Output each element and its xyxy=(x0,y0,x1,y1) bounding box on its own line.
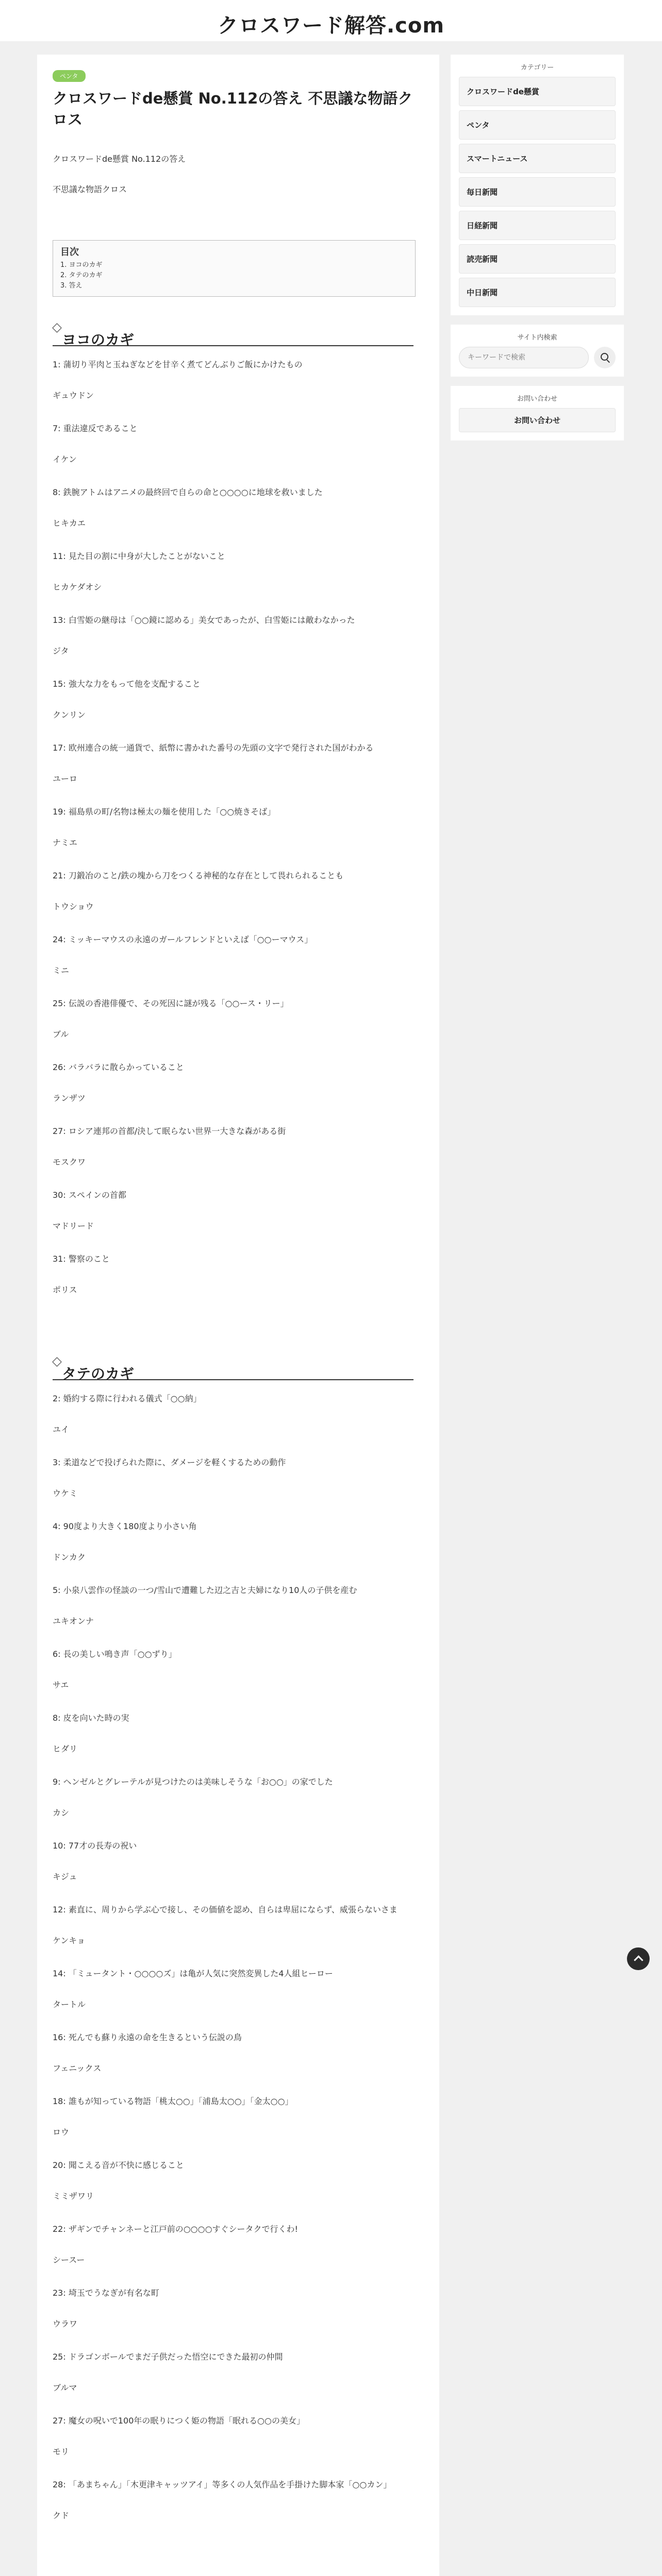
site-logo[interactable]: クロスワード解答.com xyxy=(217,14,445,38)
clue-text: 3: 柔道などで投げられた際に、ダメージを軽くするための動作 xyxy=(53,1458,286,1467)
clue-answer: ミニ xyxy=(53,965,70,975)
clue-text: 28: 「あまちゃん」「木更津キャッツアイ」等多くの人気作品を手掛けた脚本家「○○カン」 xyxy=(53,2480,392,2489)
clue-text: 18: 誰もが知っている物語「桃太○○」「浦島太○○」「金太○○」 xyxy=(53,2096,293,2106)
clue-answer: モリ xyxy=(53,2447,70,2456)
intro-line-2: 不思議な物語クロス xyxy=(53,184,127,195)
clue-answer: ランザツ xyxy=(53,1093,86,1103)
contact-widget xyxy=(451,386,624,440)
toc-title: 目次 xyxy=(60,247,79,258)
clue-answer: ジタ xyxy=(53,646,69,656)
clue-answer: ナミエ xyxy=(53,838,78,848)
section-yoko xyxy=(53,325,413,1296)
clue-text: 10: 77才の長寿の祝い xyxy=(53,1841,137,1851)
clue-text: 11: 見た目の割に中身が大したことがないこと xyxy=(53,551,225,561)
category-badge[interactable]: ペンタ xyxy=(53,70,86,82)
toc-item-yoko[interactable]: 1. ヨコのカギ xyxy=(60,261,103,269)
clue-text: 22: ザギンでチャンネーと江戸前の○○○○すぐシータクで行くわ! xyxy=(53,2224,298,2234)
clue-answer: ケンキョ xyxy=(53,1936,86,1945)
clue-text: 2: 婚約する際に行われる儀式「○○納」 xyxy=(53,1394,202,1403)
clue-text: 26: バラバラに散らかっていること xyxy=(53,1062,184,1072)
section-heading: ヨコのカギ xyxy=(53,325,413,346)
clue-text: 9: ヘンゼルとグレーテルが見つけたのは美味しそうな「お○○」の家でした xyxy=(53,1777,333,1787)
search-input[interactable] xyxy=(459,347,589,368)
clue-answer: フェニックス xyxy=(53,2063,102,2073)
search-widget xyxy=(451,325,624,377)
clue-text: 12: 素直に、周りから学ぶ心で接し、その価値を認め、自らは卑屈にならず、威張らないさま xyxy=(53,1905,398,1914)
clue-answer: キジュ xyxy=(53,1872,77,1882)
clue-answer: ブル xyxy=(53,1029,69,1039)
sidebar-item-penta[interactable]: ペンタ xyxy=(459,110,616,140)
clue-answer: ウラワ xyxy=(53,2319,78,2329)
clue-answer: ウケミ xyxy=(53,1488,78,1498)
clue-answer: ヒキカエ xyxy=(53,518,86,528)
diamond-icon xyxy=(52,323,61,332)
clue-answer: ロウ xyxy=(53,2127,70,2137)
clue-answer: モスクワ xyxy=(53,1157,86,1167)
clue-answer: シースー xyxy=(53,2255,85,2265)
clue-text: 19: 福島県の町/名物は極太の麺を使用した「○○焼きそば」 xyxy=(53,807,276,817)
sidebar-item-yomiuri[interactable]: 読売新聞 xyxy=(459,244,616,274)
clue-text: 17: 欧州連合の統一通貨で、紙幣に書かれた番号の先頭の文字で発行された国がわかる xyxy=(53,743,374,753)
clue-text: 21: 刀鍛冶のこと/鉄の塊から刀をつくる神秘的な存在として畏れられることも xyxy=(53,871,344,880)
clue-answer: ユイ xyxy=(53,1425,70,1434)
clue-answer: カシ xyxy=(53,1808,70,1818)
clue-text: 30: スペインの首都 xyxy=(53,1190,126,1200)
clue-text: 13: 白雪姫の継母は「○○鏡に認める」美女であったが、白雪姫には敵わなかった xyxy=(53,615,355,625)
toc-item-answer[interactable]: 3. 答え xyxy=(60,282,82,290)
clue-answer: サエ xyxy=(53,1680,69,1690)
intro-line-1: クロスワードde懸賞 No.112の答え xyxy=(53,154,186,164)
clue-answer: ブルマ xyxy=(53,2383,77,2393)
clue-text: 15: 強大な力をもって他を支配すること xyxy=(53,679,201,689)
article-card xyxy=(37,55,439,2576)
search-icon xyxy=(601,353,608,361)
clue-answer: ギュウドン xyxy=(53,391,94,400)
sidebar-item-nikkei[interactable]: 日経新聞 xyxy=(459,211,616,240)
clue-answer: マドリード xyxy=(53,1221,94,1231)
clue-text: 25: ドラゴンボールでまだ子供だった悟空にできた最初の仲間 xyxy=(53,2352,283,2362)
clue-text: 27: 魔女の呪いで100年の眠りにつく姫の物語「眠れる○○の美女」 xyxy=(53,2416,305,2426)
widget-title: お問い合わせ xyxy=(517,395,557,403)
section-tate xyxy=(53,1359,413,2522)
clue-text: 14: 「ミュータント・○○○○ズ」は亀が人気に突然変異した4人組ヒーロー xyxy=(53,1969,333,1978)
clue-answer: ヒダリ xyxy=(53,1744,78,1754)
contact-button[interactable]: お問い合わせ xyxy=(459,408,616,432)
clue-answer: ヒカケダオシ xyxy=(53,582,102,592)
category-widget xyxy=(451,55,624,315)
clue-text: 27: ロシア連邦の首都/決して眠らない世界一大きな森がある街 xyxy=(53,1126,286,1136)
clue-answer: ポリス xyxy=(53,1285,77,1295)
site-header xyxy=(0,0,662,41)
clue-answer: ユーロ xyxy=(53,774,78,784)
section-heading: タテのカギ xyxy=(53,1359,413,1380)
clue-text: 23: 埼玉でうなぎが有名な町 xyxy=(53,2288,159,2298)
clue-text: 4: 90度より大きく180度より小さい角 xyxy=(53,1521,197,1531)
clue-text: 1: 蒲切り平肉と玉ねぎなどを甘辛く煮てどんぶりご飯にかけたもの xyxy=(53,360,303,369)
sidebar-item-chunichi[interactable]: 中日新聞 xyxy=(459,278,616,307)
scroll-to-top-button[interactable] xyxy=(627,1947,650,1970)
clue-text: 25: 伝説の香港俳優で、その死因に謎が残る「○○ース・リー」 xyxy=(53,998,289,1008)
clue-text: 16: 死んでも蘇り永遠の命を生きるという伝説の鳥 xyxy=(53,2032,242,2042)
widget-title: カテゴリー xyxy=(520,64,554,72)
clue-text: 6: 長の美しい鳴き声「○○ずり」 xyxy=(53,1649,177,1659)
clue-answer: ドンカク xyxy=(53,1552,86,1562)
clue-text: 7: 重法違反であること xyxy=(53,423,138,433)
clue-answer: イケン xyxy=(53,454,77,464)
clue-text: 31: 警察のこと xyxy=(53,1254,110,1264)
sidebar-item-crossword[interactable]: クロスワードde懸賞 xyxy=(459,77,616,106)
clue-text: 20: 聞こえる音が不快に感じること xyxy=(53,2160,184,2170)
clue-answer: ユキオンナ xyxy=(53,1616,94,1626)
sidebar xyxy=(451,55,624,450)
clue-text: 5: 小泉八雲作の怪談の一つ/雪山で遭難した辺之吉と夫婦になり10人の子供を産む xyxy=(53,1585,357,1595)
clue-text: 24: ミッキーマウスの永遠のガールフレンドといえば「○○ーマウス」 xyxy=(53,935,313,944)
search-button[interactable] xyxy=(594,347,616,368)
toc-item-tate[interactable]: 2. タテのカギ xyxy=(60,272,103,280)
clue-answer: クンリン xyxy=(53,710,86,720)
clue-answer: トウショウ xyxy=(53,902,94,911)
clue-text: 8: 皮を向いた時の実 xyxy=(53,1713,129,1723)
clue-text: 8: 鉄腕アトムはアニメの最終回で自らの命と○○○○に地球を救いました xyxy=(53,487,323,497)
article-title: クロスワードde懸賞 No.112の答え 不思議な物語クロス xyxy=(53,90,413,128)
clue-answer: クド xyxy=(53,2511,70,2520)
table-of-contents xyxy=(53,240,416,297)
diamond-icon xyxy=(52,1357,61,1366)
clue-answer: ミミザワリ xyxy=(53,2191,94,2201)
widget-title: サイト内検索 xyxy=(517,334,557,342)
sidebar-item-smartnews[interactable]: スマートニュース xyxy=(459,144,616,173)
sidebar-item-mainichi[interactable]: 毎日新聞 xyxy=(459,177,616,207)
clue-answer: タートル xyxy=(53,1999,86,2009)
